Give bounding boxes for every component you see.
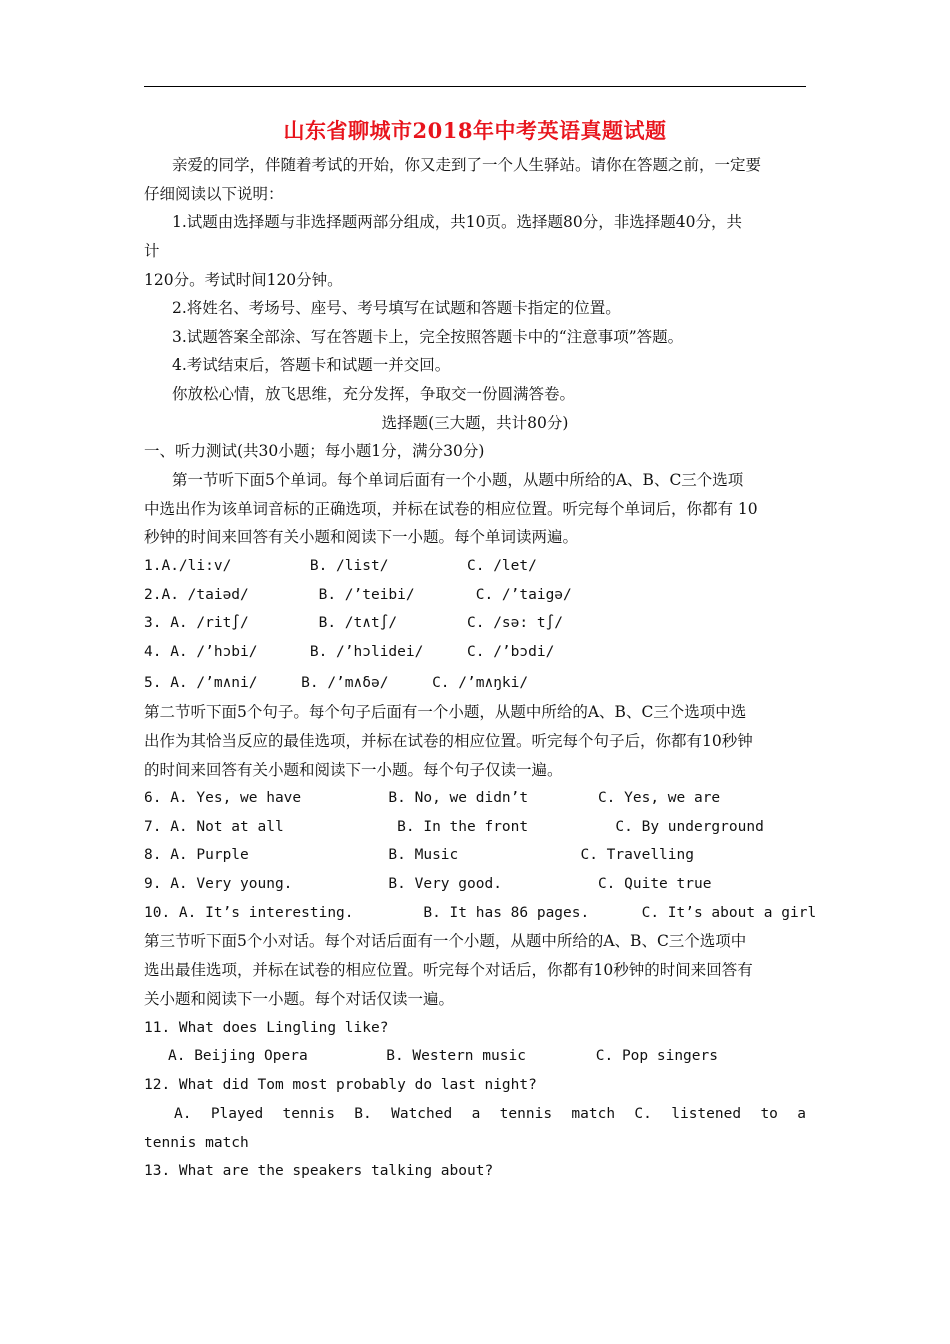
sec1-line-1: 第一节听下面5个单词。每个单词后面有一个小题，从题中所给的A、B、C三个选项: [172, 471, 744, 489]
question-11: 11. What does Lingling like?: [144, 1020, 389, 1036]
rule-1-cont: 计: [144, 242, 160, 260]
rule-2: 2.将姓名、考场号、座号、考号填写在试题和答题卡指定的位置。: [172, 299, 621, 317]
sec1-line-3: 秒钟的时间来回答有关小题和阅读下一小题。每个单词读两遍。: [144, 528, 579, 546]
question-10: 10. A. It’s interesting. B. It has 86 pages. C. It’s about a girl: [144, 905, 817, 921]
sec2-line-3: 的时间来回答有关小题和阅读下一小题。每个句子仅读一遍。: [144, 761, 563, 779]
rule-1-time: 120分。考试时间120分钟。: [144, 271, 343, 289]
intro-closing: 你放松心情，放飞思维，充分发挥，争取交一份圆满答卷。: [172, 385, 576, 403]
rule-3: 3.试题答案全部涂、写在答题卡上，完全按照答题卡中的“注意事项”答题。: [172, 328, 684, 346]
sec2-line-1: 第二节听下面5个句子。每个句子后面有一个小题，从题中所给的A、B、C三个选项中选: [144, 703, 747, 721]
question-13: 13. What are the speakers talking about?: [144, 1163, 494, 1179]
rule-1: 1.试题由选择题与非选择题两部分组成，共10页。选择题80分，非选择题40分，共: [172, 213, 742, 231]
sec3-line-2: 选出最佳选项，并标在试卷的相应位置。听完每个对话后，你都有10秒钟的时间来回答有: [144, 961, 753, 979]
question-11-options: A. Beijing Opera B. Western music C. Pop singers: [168, 1048, 718, 1064]
question-7: 7. A. Not at all B. In the front C. By underground: [144, 819, 764, 835]
sec1-line-2: 中选出作为该单词音标的正确选项，并标在试卷的相应位置。听完每个单词后，你都有 10: [144, 500, 758, 518]
question-12-options: A. Played tennis B. Watched a tennis match C. listened to a: [174, 1106, 806, 1122]
question-1: 1.A./li:v/ B. /list/ C. /let/: [144, 558, 537, 574]
question-4: 4. A. /’hɔbi/ B. /’hɔlidei/ C. /’bɔdi/: [144, 644, 555, 660]
sec3-line-1: 第三节听下面5个小对话。每个对话后面有一个小题，从题中所给的A、B、C三个选项中: [144, 932, 747, 950]
question-9: 9. A. Very young. B. Very good. C. Quite true: [144, 876, 712, 892]
question-3: 3. A. /rit∫/ B. /t∧t∫/ C. /sə: t∫/: [144, 615, 564, 631]
section-heading: 选择题(三大题，共计80分): [381, 414, 569, 432]
sec2-line-2: 出作为其恰当反应的最佳选项，并标在试卷的相应位置。听完每个句子后，你都有10秒钟: [144, 732, 753, 750]
question-8: 8. A. Purple B. Music C. Travelling: [144, 847, 694, 863]
question-5: 5. A. /’m∧ni/ B. /’m∧δə/ C. /’m∧ŋki/: [144, 675, 529, 691]
question-2: 2.A. /taiəd/ B. /’teibi/ C. /’taigə/: [144, 587, 572, 603]
question-12: 12. What did Tom most probably do last night?: [144, 1077, 537, 1093]
intro-line-1: 亲爱的同学，伴随着考试的开始，你又走到了一个人生驿站。请你在答题之前，一定要: [172, 156, 762, 174]
page-title: 山东省聊城市2018年中考英语真题试题: [283, 118, 667, 143]
rule-4: 4.考试结束后，答题卡和试题一并交回。: [172, 356, 451, 374]
question-6: 6. A. Yes, we have B. No, we didn’t C. Yes, we are: [144, 790, 721, 806]
intro-line-2: 仔细阅读以下说明：: [144, 185, 284, 203]
part1-heading: 一、听力测试(共30小题；每小题1分，满分30分): [144, 442, 485, 460]
header-rule: [144, 86, 806, 87]
sec3-line-3: 关小题和阅读下一小题。每个对话仅读一遍。: [144, 990, 455, 1008]
question-12-options-cont: tennis match: [144, 1135, 249, 1151]
